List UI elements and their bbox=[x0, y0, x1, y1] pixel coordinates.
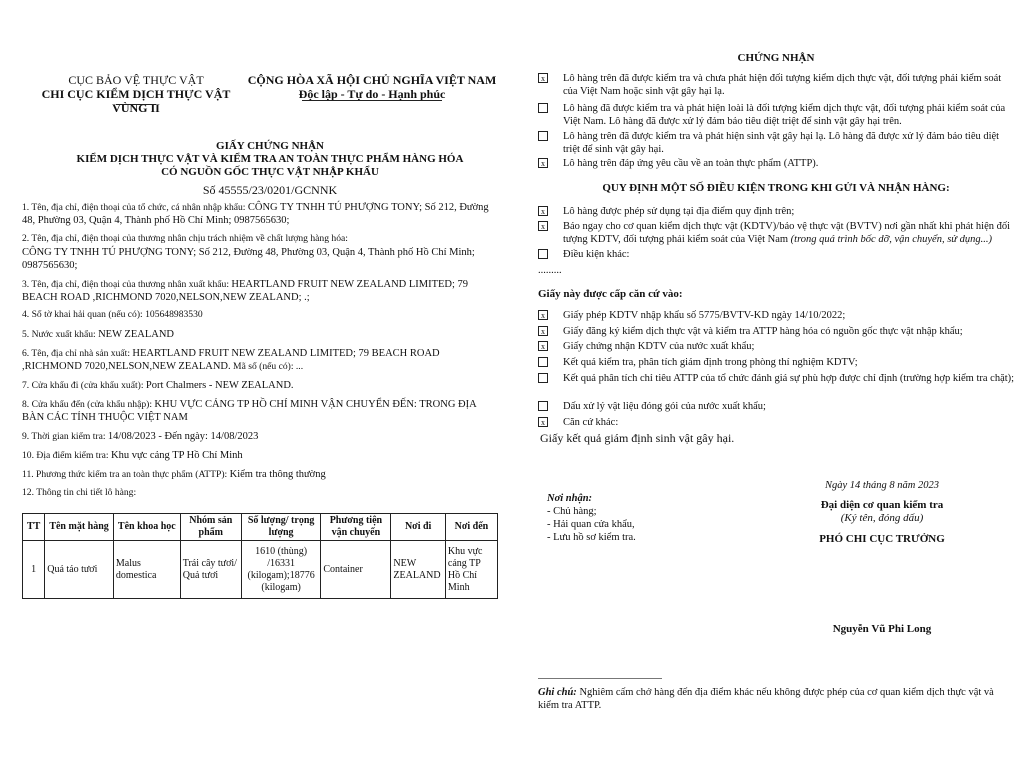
basis-item-text: Giấy đăng ký kiểm dịch thực vật và kiểm tra ATTP hàng hóa có nguồn gốc thực vật nhập khẩu; bbox=[563, 326, 963, 337]
basis-item-text: Dấu xử lý vật liệu đóng gói của nước xuất khẩu; bbox=[563, 401, 766, 412]
field-producer bbox=[22, 347, 498, 373]
checkbox-checked: x bbox=[538, 73, 548, 83]
col-header: Tên mặt hàng bbox=[45, 514, 114, 541]
checkbox-checked: x bbox=[538, 341, 548, 351]
nation-title: CỘNG HÒA XÃ HỘI CHỦ NGHĨA VIỆT NAM bbox=[247, 73, 497, 87]
heading-issuance-basis: Giấy này được cấp căn cứ vào: bbox=[538, 288, 683, 300]
basis-item bbox=[538, 416, 1016, 429]
recipient-item: - Hải quan cửa khẩu, bbox=[547, 519, 635, 530]
cell-origin: NEW ZEALAND bbox=[391, 541, 446, 599]
checkbox-empty bbox=[538, 103, 548, 113]
cell-product: Quả táo tươi bbox=[45, 541, 114, 599]
field-exporter bbox=[22, 278, 498, 304]
signer-representative: Đại diện cơ quan kiểm tra bbox=[820, 499, 944, 511]
col-header: TT bbox=[23, 514, 45, 541]
cell-index: 1 bbox=[23, 541, 45, 599]
agency-parent: CỤC BẢO VỆ THỰC VẬT bbox=[68, 73, 204, 87]
signature-note: (Ký tên, đóng dấu) bbox=[840, 512, 924, 524]
agency-branch: CHI CỤC KIỂM DỊCH THỰC VẬT VÙNG II bbox=[41, 87, 231, 115]
basis-item-text: Kết quả phân tích chỉ tiêu ATTP của tổ chức đánh giá sự phù hợp được chỉ định (trường hợp kiểm tra chặt); bbox=[563, 373, 1015, 384]
field-value: Port Chalmers - NEW ZEALAND. bbox=[145, 380, 294, 391]
rule-text: Báo ngay cho cơ quan kiểm dịch thực vật (KDTV)/bảo vệ thực vật (BVTV) nơi gần nhất khi phát hiện đối tượng KDTV, đối tượng phải kiểm soát của Việt Nam bbox=[563, 221, 1011, 245]
field-label: 8. Cửa khẩu đến (cửa khẩu nhập): bbox=[22, 399, 155, 410]
field-exit-port bbox=[22, 379, 498, 392]
recipient-item: - Lưu hồ sơ kiểm tra. bbox=[547, 532, 636, 543]
table-header-row bbox=[23, 514, 498, 541]
cell-quantity: 1610 (thùng) /16331 (kilogam);18776 (kilogam) bbox=[241, 541, 321, 599]
certificate-title bbox=[40, 140, 500, 179]
cert-title-line3: CÓ NGUỒN GỐC THỰC VẬT NHẬP KHẨU bbox=[161, 166, 379, 178]
rule-item-text bbox=[538, 220, 1016, 246]
field-value: 14/08/2023 - Đến ngày: 14/08/2023 bbox=[107, 431, 259, 442]
field-food-safety-method bbox=[22, 468, 498, 481]
recipients-block bbox=[547, 492, 687, 544]
cert-title-line1: GIẤY CHỨNG NHẬN bbox=[216, 140, 324, 152]
field-label: 10. Địa điểm kiểm tra: bbox=[22, 450, 111, 461]
cert-item bbox=[538, 157, 1016, 170]
signer-position: PHÓ CHI CỤC TRƯỞNG bbox=[819, 533, 945, 545]
cert-item-text: Lô hàng đã được kiểm tra và phát hiện loài là đối tượng kiểm dịch thực vật, đối tượng phải kiểm soát của Việt Nam. Lô hàng đã được xử lý đảm bảo tiêu diệt triệt để sinh vật gây hại trên. bbox=[563, 103, 1006, 127]
checkbox-empty bbox=[538, 249, 548, 259]
checkbox-empty bbox=[538, 357, 548, 367]
basis-item-text: Giấy phép KDTV nhập khẩu số 5775/BVTV-KD ngày 14/10/2022; bbox=[563, 310, 846, 321]
checkbox-checked: x bbox=[538, 326, 548, 336]
rule-text-italic: (trong quá trình bốc dỡ, vận chuyển, sử dụng...) bbox=[790, 234, 993, 245]
basis-item bbox=[538, 356, 1016, 369]
field-label: 1. Tên, địa chỉ, điện thoại của tổ chức, cá nhân nhập khẩu: bbox=[22, 202, 248, 213]
rule-item-text: Lô hàng được phép sử dụng tại địa điểm quy định trên; bbox=[563, 206, 795, 217]
field-label: 11. Phương thức kiểm tra an toàn thực phẩm (ATTP): bbox=[22, 469, 230, 480]
col-header: Tên khoa học bbox=[113, 514, 180, 541]
field-label: 5. Nước xuất khẩu: bbox=[22, 329, 99, 340]
field-lot-details: 12. Thông tin chi tiết lô hàng: bbox=[22, 487, 137, 498]
lot-details-table bbox=[22, 513, 498, 599]
signature-block bbox=[772, 499, 992, 546]
field-value: CÔNG TY TNHH TÚ PHƯỢNG TONY; Số 212, Đường 48, Phường 03, Quận 4, Thành phố Hồ Chí Minh; 0987565630; bbox=[22, 202, 489, 226]
field-value: NEW ZEALAND bbox=[98, 329, 175, 340]
field-label: 6. Tên, địa chỉ nhà sản xuất: bbox=[22, 348, 133, 359]
field-responsible-label: 2. Tên, địa chỉ, điện thoại của thương nhân chịu trách nhiệm về chất lượng hàng hóa: bbox=[22, 233, 348, 244]
basis-item-text: Kết quả kiểm tra, phân tích giám định trong phòng thí nghiệm KDTV; bbox=[563, 357, 858, 368]
basis-other-value: Giấy kết quả giám định sinh vật gây hại. bbox=[540, 431, 735, 445]
cert-item-text: Lô hàng trên đáp ứng yêu cầu về an toàn thực phẩm (ATTP). bbox=[563, 158, 819, 169]
cell-group: Trái cây tươi/ Quả tươi bbox=[180, 541, 241, 599]
nation-motto: Độc lập - Tự do - Hạnh phúc bbox=[298, 87, 446, 101]
rule-item bbox=[538, 205, 1016, 218]
basis-item bbox=[538, 340, 1016, 353]
field-export-country bbox=[22, 328, 498, 341]
cert-number: Số 45555/23/0201/GCNNK bbox=[202, 183, 338, 197]
rule-item-text: Điều kiện khác: bbox=[563, 249, 630, 260]
recipient-item: - Chủ hàng; bbox=[547, 506, 597, 517]
basis-item-text: Giấy chứng nhận KDTV của nước xuất khẩu; bbox=[563, 341, 755, 352]
agency-name bbox=[38, 73, 234, 115]
heading-certification: CHỨNG NHẬN bbox=[737, 52, 815, 64]
col-header: Số lượng/ trọng lượng bbox=[241, 514, 321, 541]
cert-fields bbox=[22, 201, 498, 499]
checkbox-empty bbox=[538, 373, 548, 383]
national-header bbox=[244, 73, 500, 101]
agency-underline bbox=[116, 104, 156, 105]
field-label: 9. Thời gian kiểm tra: bbox=[22, 431, 108, 442]
rule-item bbox=[538, 220, 1016, 246]
cert-item bbox=[538, 72, 1016, 98]
field-value: Kiểm tra thông thường bbox=[229, 469, 326, 480]
rule-item bbox=[538, 248, 1016, 261]
cert-item-text: Lô hàng trên đã được kiểm tra và phát hiện sinh vật gây hại lạ. Lô hàng đã được xử lý đảm bảo tiêu diệt triệt để sinh vật gây hại. bbox=[563, 131, 1000, 155]
checkbox-checked: x bbox=[538, 310, 548, 320]
checkbox-checked: x bbox=[538, 206, 548, 216]
field-value: 105648983530 bbox=[145, 309, 203, 320]
heading-shipping-rules: QUY ĐỊNH MỘT SỐ ĐIỀU KIỆN TRONG KHI GỬI VÀ NHẬN HÀNG: bbox=[602, 182, 950, 194]
table-row bbox=[23, 541, 498, 599]
footnote-divider bbox=[538, 678, 662, 679]
col-header: Phương tiện vận chuyển bbox=[321, 514, 391, 541]
checkbox-empty bbox=[538, 131, 548, 141]
motto-underline bbox=[302, 100, 442, 101]
field-value: Khu vực cảng TP Hồ Chí Minh bbox=[111, 450, 243, 461]
issue-date: Ngày 14 tháng 8 năm 2023 bbox=[824, 480, 940, 491]
field-inspection-time bbox=[22, 430, 498, 443]
field-label: 3. Tên, địa chỉ, điện thoại của thương nhân xuất khẩu: bbox=[22, 279, 232, 290]
field-entry-port bbox=[22, 398, 498, 424]
field-label: 7. Cửa khẩu đi (cửa khẩu xuất): bbox=[22, 380, 146, 391]
signer-name: Nguyễn Vũ Phi Long bbox=[832, 623, 932, 635]
cell-destination: Khu vực cảng TP Hồ Chí Minh bbox=[445, 541, 497, 599]
basis-item bbox=[538, 325, 1016, 338]
field-value: KHU VỰC CẢNG TP HỒ CHÍ MINH VẬN CHUYỂN ĐẾN: TRONG ĐỊA BÀN CÁC TỈNH THUỘC VIỆT NAM bbox=[22, 399, 477, 423]
field-inspection-place bbox=[22, 449, 498, 462]
cell-scientific-name: Malus domestica bbox=[113, 541, 180, 599]
basis-item-text: Căn cứ khác: bbox=[563, 417, 619, 428]
cert-item-text: Lô hàng trên đã được kiểm tra và chưa phát hiện đối tượng kiểm dịch thực vật, đối tượng phải kiểm soát của Việt Nam hoặc sinh vật gây hại lạ. bbox=[563, 73, 1002, 97]
col-header: Nơi đến bbox=[445, 514, 497, 541]
footnote-label: Ghi chú: bbox=[538, 687, 577, 698]
field-responsible-value: CÔNG TY TNHH TÚ PHƯỢNG TONY; Số 212, Đường 48, Phường 03, Quận 4, Thành phố Hồ Chí Minh; 0987565630; bbox=[22, 247, 475, 271]
col-header: Nhóm sản phẩm bbox=[180, 514, 241, 541]
col-header: Nơi đi bbox=[391, 514, 446, 541]
field-value: HEARTLAND FRUIT NEW ZEALAND LIMITED; 79 BEACH ROAD ,RICHMOND 7020,NELSON,NEW ZEALAND; .; bbox=[22, 279, 469, 303]
cert-title-line2: KIỂM DỊCH THỰC VẬT VÀ KIỂM TRA AN TOÀN THỰC PHẨM HÀNG HÓA bbox=[76, 153, 464, 165]
checkbox-checked: x bbox=[538, 417, 548, 427]
checkbox-checked: x bbox=[538, 221, 548, 231]
field-importer bbox=[22, 201, 498, 227]
footnote-text: Nghiêm cấm chở hàng đến địa điểm khác nếu không được phép của cơ quan kiểm dịch thực vật và kiểm tra ATTP. bbox=[538, 687, 994, 711]
cert-item bbox=[538, 102, 1016, 128]
basis-item bbox=[538, 400, 1016, 413]
basis-item bbox=[538, 372, 1016, 385]
field-extra: Mã số (nếu có): ... bbox=[230, 361, 304, 372]
footnote bbox=[538, 686, 1016, 712]
field-customs bbox=[22, 309, 498, 321]
recipients-title: Nơi nhận: bbox=[547, 493, 593, 504]
checkbox-empty bbox=[538, 401, 548, 411]
other-conditions-dots: ......... bbox=[538, 265, 562, 276]
field-label: 4. Số tờ khai hải quan (nếu có): bbox=[22, 309, 146, 320]
basis-item bbox=[538, 309, 1016, 322]
field-value: HEARTLAND FRUIT NEW ZEALAND LIMITED; 79 BEACH ROAD ,RICHMOND 7020,NELSON,NEW ZEALAND. bbox=[22, 348, 440, 372]
cert-item bbox=[538, 130, 1016, 156]
checkbox-checked: x bbox=[538, 158, 548, 168]
cell-transport: Container bbox=[321, 541, 391, 599]
